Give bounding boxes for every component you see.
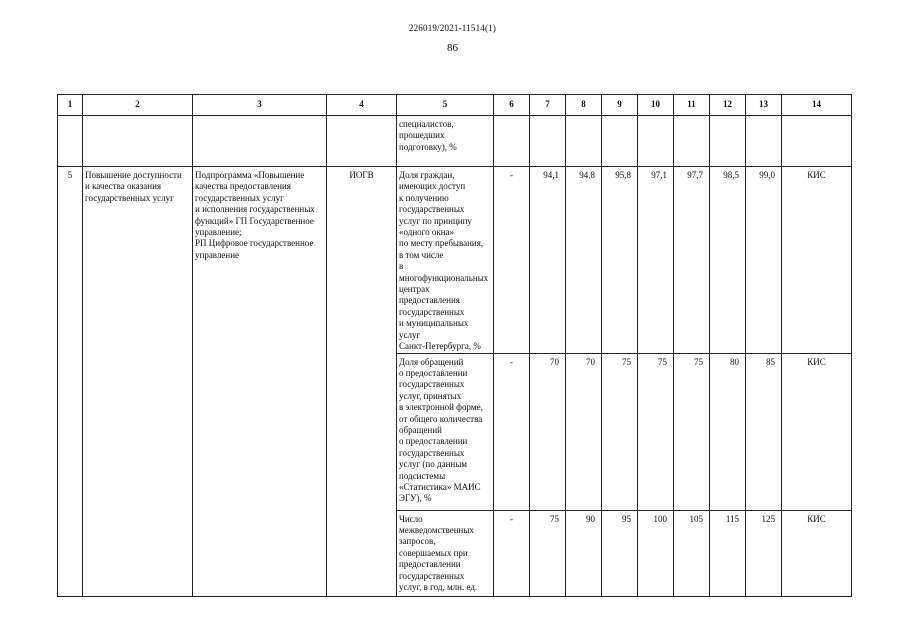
executor-cell: ИОГВ <box>327 167 397 597</box>
column-header-row <box>58 95 852 116</box>
value-cell: - <box>494 510 530 596</box>
value-cell: 94,8 <box>566 167 602 354</box>
value-cell: - <box>494 353 530 510</box>
value-cell: 95 <box>602 510 638 596</box>
value-cell: 98,5 <box>710 167 746 354</box>
value-cell: 75 <box>638 353 674 510</box>
column-header: 2 <box>83 95 193 116</box>
column-header: 12 <box>710 95 746 116</box>
column-header: 3 <box>193 95 327 116</box>
table-row <box>58 167 852 354</box>
value-cell: 75 <box>674 353 710 510</box>
continuation-row <box>58 116 852 167</box>
value-cell: 80 <box>710 353 746 510</box>
value-cell: 125 <box>746 510 782 596</box>
document-code: 226019/2021-11514(1) <box>408 23 497 33</box>
source-cell: КИС <box>782 510 852 596</box>
column-header: 14 <box>782 95 852 116</box>
column-header: 1 <box>58 95 83 116</box>
page-number: 86 <box>447 42 458 54</box>
indicator-name: Доля обращений о предоставлении государственных услуг, принятых в электронной форме, от общего количества обращений о предоставлении государственных услуг (по данным подсистемы «Статистика» МАИС ЭГУ), % <box>397 353 494 510</box>
value-cell: - <box>494 167 530 354</box>
column-header: 9 <box>602 95 638 116</box>
column-header: 8 <box>566 95 602 116</box>
value-cell: 90 <box>566 510 602 596</box>
value-cell: 75 <box>530 510 566 596</box>
indicator-table <box>57 94 852 597</box>
column-header: 5 <box>397 95 494 116</box>
value-cell: 97,1 <box>638 167 674 354</box>
value-cell: 95,8 <box>602 167 638 354</box>
column-header: 10 <box>638 95 674 116</box>
value-cell: 85 <box>746 353 782 510</box>
value-cell: 99,0 <box>746 167 782 354</box>
value-cell: 75 <box>602 353 638 510</box>
task-cell: Повышение доступности и качества оказания государственных услуг <box>83 167 193 597</box>
column-header: 4 <box>327 95 397 116</box>
row-number: 5 <box>58 167 83 597</box>
value-cell: 97,7 <box>674 167 710 354</box>
indicator-name: специалистов, прошедших подготовку), % <box>397 116 494 167</box>
value-cell: 94,1 <box>530 167 566 354</box>
program-cell: Подпрограмма «Повышение качества предоставления государственных услуг и исполнения государственных функций» ГП Государственное управление; РП Цифровое государственное управление <box>193 167 327 597</box>
value-cell: 115 <box>710 510 746 596</box>
source-cell: КИС <box>782 353 852 510</box>
source-cell: КИС <box>782 167 852 354</box>
column-header: 11 <box>674 95 710 116</box>
indicator-name: Число межведомственных запросов, совершаемых при предоставлении государственных услуг, в год, млн. ед. <box>397 510 494 596</box>
indicator-name: Доля граждан, имеющих доступ к получению государственных услуг по принципу «одного окна» по месту пребывания, в том числе в многофункциональных центрах предоставления государственных и муниципальных услуг Санкт-Петербурга, % <box>397 167 494 354</box>
value-cell: 105 <box>674 510 710 596</box>
value-cell: 70 <box>530 353 566 510</box>
value-cell: 70 <box>566 353 602 510</box>
value-cell: 100 <box>638 510 674 596</box>
column-header: 6 <box>494 95 530 116</box>
column-header: 7 <box>530 95 566 116</box>
column-header: 13 <box>746 95 782 116</box>
